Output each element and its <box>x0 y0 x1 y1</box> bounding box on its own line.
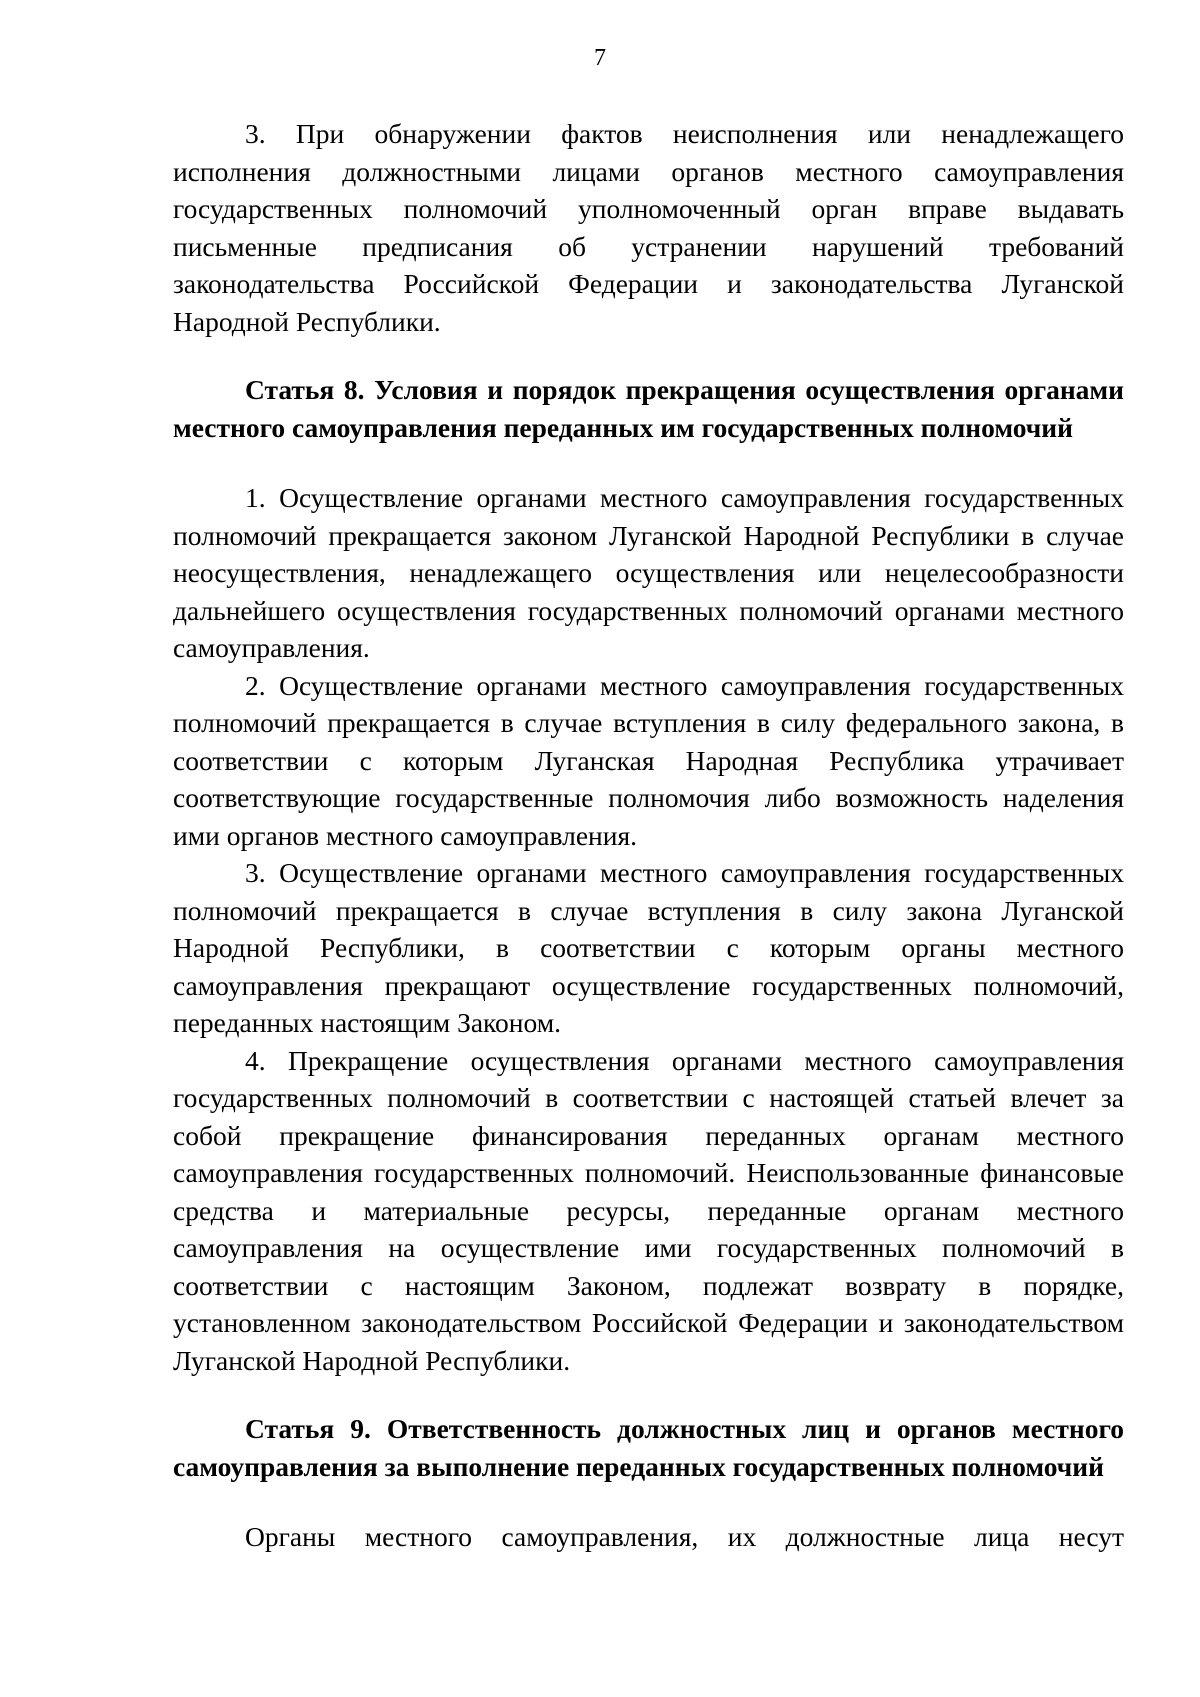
article-9-heading: Статья 9. Ответственность должностных лиц и органов местного самоуправления за выполнение переданных государственных полномочий <box>173 1413 1124 1482</box>
article-8-item-3: 3. Осуществление органами местного самоуправления государственных полномочий прекращается в случае вступления в силу закона Луганской Народной Республики, в соответствии с которым органы местного самоуправления прекращают осуществление государственных полномочий, переданных настоящим Законом. <box>173 857 1124 1038</box>
article-8-item-4: 4. Прекращение осуществления органами местного самоуправления государственных полномочий в соответствии с настоящей статьей влечет за собой прекращение финансирования переданных органам местного самоуправления государственных полномочий. Неиспользованные финансовые средства и материальные ресурсы, переданные органам местного самоуправления на осуществление ими государственных полномочий в соответствии с настоящим Законом, подлежат возврату в порядке, установленном законодательством Российской Федерации и законодательством Луганской Народной Республики. <box>173 1044 1124 1376</box>
article-8-heading: Статья 8. Условия и порядок прекращения осуществления органами местного самоуправления переданных им государственных полномочий <box>173 374 1124 443</box>
article-8-item-1: 1. Осуществление органами местного самоуправления государственных полномочий прекращается законом Луганской Народной Республики в случае неосуществления, ненадлежащего осуществления или нецелесообразности дальнейшего осуществления государственных полномочий органами местного самоуправления. <box>173 482 1124 663</box>
article-8-item-2: 2. Осуществление органами местного самоуправления государственных полномочий прекращается в случае вступления в силу федерального закона, в соответствии с которым Луганская Народная Республика утрачивает соответствующие государственные полномочия либо возможность наделения ими органов местного самоуправления. <box>173 669 1124 851</box>
paragraph-previous-article-item-3: 3. При обнаружении фактов неисполнения или ненадлежащего исполнения должностными лицами органов местного самоуправления государственных полномочий уполномоченный орган вправе выдавать письменные предписания об устранении нарушений требований законодательства Российской Федерации и законодательства Луганской Народной Республики. <box>173 118 1124 337</box>
document-body <box>173 115 1124 1556</box>
article-9-text: Органы местного самоуправления, их должностные лица несут <box>245 1521 1124 1552</box>
page-number: 7 <box>594 45 606 71</box>
